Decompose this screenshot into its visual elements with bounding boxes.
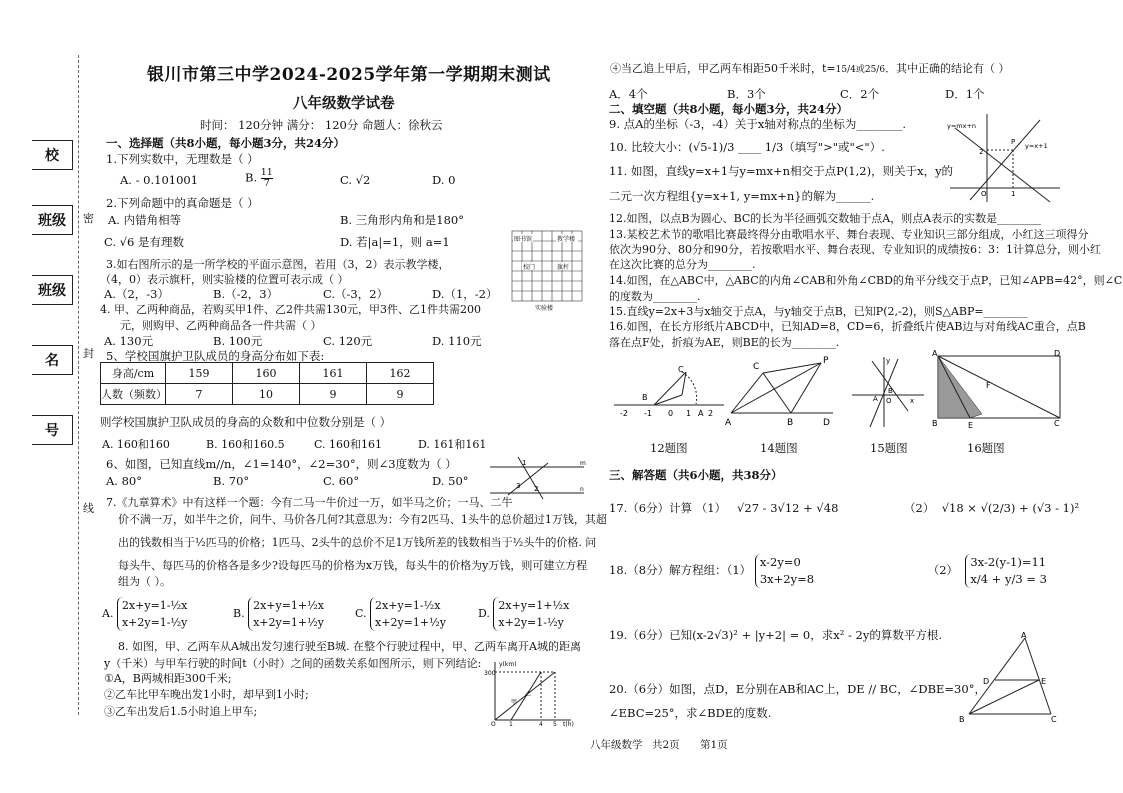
q8-statement-3: ③乙车出发后1.5小时追上甲车; — [104, 705, 258, 718]
q6-option-c: C. 60° — [323, 474, 360, 488]
q8-option-d: D．1个 — [945, 87, 985, 101]
footer-total-pages: 共2页 — [652, 739, 680, 751]
q7-line-5: 组为（ ）。 — [118, 575, 171, 588]
table-cell: 9 — [300, 384, 367, 405]
q8-line-2: y（千米）与甲车行驶的时间t（小时）之间的函数关系如图所示，则下列结论: — [104, 657, 482, 670]
table-cell: 161 — [300, 363, 367, 384]
svg-text:B: B — [642, 393, 648, 402]
svg-text:E: E — [1041, 677, 1047, 686]
binding-label-class2: 班级 — [32, 275, 73, 305]
binding-word-feng: 封 — [83, 347, 94, 360]
svg-text:O: O — [981, 190, 987, 198]
table-cell: 160 — [233, 363, 300, 384]
svg-text:D: D — [983, 677, 990, 686]
figure-20 — [955, 630, 1065, 725]
q4-option-d: D. 110元 — [432, 334, 482, 348]
q2-stem: 2.下列命题中的真命题是（ ） — [106, 196, 259, 210]
q1-option-d: D. 0 — [432, 173, 456, 187]
svg-text:y(km): y(km) — [499, 661, 517, 668]
svg-text:D: D — [823, 418, 830, 428]
svg-text:5: 5 — [553, 721, 557, 728]
q8-option-a: A．4个 — [609, 87, 648, 101]
svg-text:x: x — [910, 397, 915, 405]
binding-label-number: 号 — [32, 415, 73, 445]
q4-option-c: C. 120元 — [323, 334, 373, 348]
exam-subtitle: 八年级数学试卷 — [293, 95, 395, 112]
binding-word-xian: 线 — [83, 502, 94, 515]
q1-option-c: C. √2 — [340, 173, 371, 187]
svg-text:A: A — [1021, 631, 1027, 640]
svg-text:2: 2 — [979, 148, 984, 156]
q6-option-d: D. 50° — [432, 474, 469, 488]
q7-option-b: B. 2x+y=1+½x x+2y=1+½y — [233, 599, 325, 629]
figure-15 — [848, 355, 928, 430]
svg-text:B: B — [888, 387, 893, 395]
count-header: 人数（频数） — [101, 384, 166, 405]
q8-statement-2: ②乙车比甲车晚出发1小时，却早到1小时; — [104, 688, 309, 701]
binding-label-school: 校 — [32, 140, 73, 170]
q7-line-3: 出的钱数相当于½匹马的价格；1匹马、2头牛的总价不足1万钱所差的钱数相当于½头牛的价格. 问 — [118, 536, 597, 549]
q6-option-b: B. 70° — [213, 474, 250, 488]
q10: 10. 比较大小：(√5-1)/3 ____ 1/3（填写">"或"<"）. — [609, 140, 885, 154]
figure-14 — [725, 355, 840, 430]
q7-option-d: D. 2x+y=1+½x x+2y=1-½y — [478, 599, 570, 629]
footer-page-number: 第1页 — [700, 739, 728, 751]
q4-stem-2: 元，则购甲、乙两种商品各一件共需（ ） — [120, 319, 322, 332]
q1-option-a: A. - 0.101001 — [120, 173, 199, 187]
svg-text:y=mx+n: y=mx+n — [947, 122, 977, 130]
table-cell: 7 — [166, 384, 233, 405]
svg-text:B: B — [787, 418, 794, 428]
q5-ask: 则学校国旗护卫队成员的身高的众数和中位数分别是（ ） — [100, 415, 392, 429]
caption-fig16: 16题图 — [967, 441, 1005, 455]
svg-text:C: C — [753, 362, 760, 372]
distance-time-graph — [483, 658, 575, 728]
q5-option-a: A. 160和160 — [102, 438, 170, 451]
table-cell: 159 — [166, 363, 233, 384]
q15: 15.直线y=2x+3与x轴交于点A，与y轴交于点B，已知P(2,-2)，则S△ABP=________ — [609, 305, 1028, 318]
q2-option-a: A. 内错角相等 — [108, 213, 182, 227]
q3-option-c: C.（-3，2） — [323, 287, 389, 301]
figure-16 — [930, 348, 1065, 430]
map-label-library: 图书馆 — [514, 236, 533, 243]
map-label-lab: 实验楼 — [535, 305, 554, 312]
svg-text:A: A — [932, 349, 938, 358]
map-label-flagpole: 旗杆 — [557, 264, 570, 271]
q2-option-c: C. √6 是有理数 — [104, 235, 184, 249]
height-table — [100, 362, 434, 405]
q17: 17.（6分）计算 （1） √27 - 3√12 + √48 （2） √18 × √(2/3) + (√3 - 1)² — [609, 501, 1080, 515]
q3-option-a: A.（2，-3） — [104, 287, 169, 301]
q1-stem: 1.下列实数中，无理数是（ ） — [106, 152, 259, 166]
q19: 19.（6分）已知(x-2√3)² + |y+2| = 0，求x² - 2y的算数平方根. — [609, 628, 942, 642]
q3-option-b: B.（-2，3） — [213, 287, 279, 301]
q6-stem: 6、如图，已知直线m//n，∠1=140°，∠2=30°，则∠3度数为（ ） — [106, 457, 457, 471]
footer-subject: 八年级数学 — [590, 739, 643, 751]
q13-line-1: 13.某校艺术节的歌唱比赛最终得分由歌唱水平、舞台表现、专业知识三部分组成，小红这三项得分 — [609, 228, 1089, 241]
svg-text:n: n — [580, 486, 584, 493]
svg-text:C: C — [1051, 715, 1057, 724]
school-map-figure — [510, 227, 585, 312]
map-label-teaching: 教学楼 — [557, 236, 576, 243]
binding-label-class1: 班级 — [32, 205, 73, 235]
intersecting-lines-figure — [945, 110, 1063, 205]
q2-option-d: D. 若|a|=1，则 a=1 — [340, 235, 450, 249]
svg-text:1: 1 — [1011, 190, 1016, 198]
svg-text:F: F — [986, 381, 991, 390]
svg-text:A: A — [725, 418, 732, 428]
q8-line-1: 8. 如图，甲、乙两车从A城出发匀速行驶至B城. 在整个行驶过程中，甲、乙两车离开A城的距离 — [118, 640, 581, 653]
section2-heading: 二、填空题（共8小题，每小题3分，共24分） — [609, 102, 849, 116]
q14-line-2: 的度数为________. — [609, 290, 701, 303]
svg-text:P: P — [1011, 138, 1016, 146]
height-row — [101, 363, 434, 384]
q8-statement-1: ①A，B两城相距300千米; — [104, 672, 232, 685]
q7-line-4: 每头牛、每匹马的价格各是多少?设每匹马的价格为x万钱，每头牛的价格为y万钱，则可建立方程 — [118, 559, 588, 572]
svg-text:A: A — [873, 395, 878, 403]
svg-text:-1: -1 — [644, 409, 652, 418]
q4-option-b: B. 100元 — [213, 334, 263, 348]
svg-text:B: B — [932, 419, 938, 428]
svg-text:O: O — [886, 397, 892, 405]
q13-line-2: 依次为90分、80分和90分，若按歌唱水平、舞台表现、专业知识的成绩按6：3：1计算总分，则小红 — [609, 243, 1101, 256]
q13-line-3: 在这次比赛的总分为________. — [609, 258, 756, 271]
table-cell: 9 — [367, 384, 434, 405]
svg-text:t(h): t(h) — [563, 721, 574, 728]
exam-title: 银川市第三中学2024-2025学年第一学期期末测试 — [147, 65, 551, 85]
q8-option-b: B．3个 — [727, 87, 766, 101]
height-header: 身高/cm — [101, 363, 166, 384]
q5-option-d: D. 161和161 — [418, 438, 487, 451]
q20-line-1: 20.（6分）如图，点D，E分别在AB和AC上，DE // BC，∠DBE=30°， — [609, 682, 986, 696]
svg-text:O: O — [491, 721, 496, 728]
svg-text:-2: -2 — [620, 409, 628, 418]
svg-text:C: C — [678, 365, 684, 374]
svg-text:1: 1 — [686, 409, 692, 418]
section3-heading: 三、解答题（共6小题，共38分） — [609, 468, 783, 482]
svg-text:A: A — [698, 409, 704, 418]
q14-line-1: 14.如图，在△ABC中，△ABC的内角∠CAB和外角∠CBD的角平分线交于点P，已知∠APB=42°，则∠C — [609, 274, 1123, 287]
svg-text:0: 0 — [668, 409, 674, 418]
svg-text:4: 4 — [539, 721, 543, 728]
svg-text:乙: 乙 — [525, 691, 532, 698]
q4-stem-1: 4. 甲、乙两种商品，若购买甲1件、乙2件共需130元，甲3件、乙1件共需200 — [100, 303, 481, 316]
q11-line-1: 11. 如图，直线y=x+1与y=mx+n相交于点P(1,2)，则关于x，y的 — [609, 164, 954, 178]
q20-line-2: ∠EBC=25°，求∠BDE的度数. — [609, 706, 772, 720]
q18: 18.（8分）解方程组：（1） x-2y=0 3x+2y=8 （2） 3x-2(y-1)=11 x/4 + y/3 = 3 — [609, 555, 1047, 586]
q3-stem-2: （4，0）表示旗杆，则实验楼的位置可表示成（ ） — [100, 273, 349, 286]
count-row — [101, 384, 434, 405]
q7-line-1: 7.《九章算术》中有这样一个题：今有二马一牛价过一万，如半马之价；一马、二牛 — [106, 496, 513, 509]
svg-text:y: y — [886, 357, 891, 365]
svg-text:y=x+1: y=x+1 — [1025, 142, 1048, 150]
table-cell: 162 — [367, 363, 434, 384]
q5-option-c: C. 160和161 — [314, 438, 383, 451]
q3-option-d: D.（1，-2） — [432, 287, 498, 301]
svg-text:2: 2 — [534, 485, 539, 493]
section1-heading: 一、选择题（共8小题，每小题3分，共24分） — [106, 136, 346, 150]
table-cell: 10 — [233, 384, 300, 405]
q12: 12.如图，以点B为圆心、BC的长为半径画弧交数轴于点A，则点A表示的实数是________ — [609, 212, 1042, 225]
q8-statement-4: ④当乙追上甲后，甲乙两车相距50千米时，t=15/4或25/6．其中正确的结论有（ ） — [610, 62, 1010, 75]
q7-option-c: C. 2x+y=1-½x x+2y=1+½y — [355, 599, 446, 629]
caption-fig14: 14题图 — [760, 441, 798, 455]
q6-option-a: A. 80° — [106, 474, 142, 488]
figure-12 — [612, 360, 727, 430]
binding-word-mi: 密 — [83, 212, 94, 225]
q9: 9. 点A的坐标（-3，-4）关于x轴对称点的坐标为________. — [609, 117, 906, 131]
q8-option-c: C．2个 — [840, 87, 880, 101]
svg-text:D: D — [1054, 349, 1061, 358]
q4-option-a: A. 130元 — [104, 334, 154, 348]
map-label-gate: 校门 — [523, 264, 536, 271]
svg-text:甲: 甲 — [511, 699, 518, 706]
q1-option-b: B. $\frac{11}{7}$ — [245, 167, 273, 189]
svg-text:m: m — [580, 460, 586, 467]
q3-stem-1: 3.如右图所示的是一所学校的平面示意图，若用（3，2）表示教学楼， — [106, 258, 450, 271]
exam-meta: 时间： 120分钟 满分： 120分 命题人：徐秋云 — [200, 118, 443, 132]
q2-option-b: B. 三角形内角和是180° — [340, 213, 464, 227]
svg-text:P: P — [823, 356, 829, 366]
q7-line-2: 价不满一万，如半牛之价，问牛、马价各几何?其意思为：今有2匹马、1头牛的总价超过1万钱，其超 — [118, 513, 607, 526]
svg-text:B: B — [959, 715, 965, 724]
svg-text:1: 1 — [509, 721, 513, 728]
svg-text:3: 3 — [516, 482, 521, 490]
binding-line — [78, 55, 79, 715]
q11-line-2: 二元一次方程组{y=x+1, y=mx+n}的解为______. — [609, 189, 875, 203]
caption-fig12: 12题图 — [650, 441, 688, 455]
q16-line-1: 16.如图，在长方形纸片ABCD中，已知AD=8，CD=6，折叠纸片使AB边与对角线AC重合，点B — [609, 320, 1086, 333]
svg-text:1: 1 — [522, 459, 527, 467]
q16-line-2: 落在点F处，折痕为AE，则BE的长为________. — [609, 336, 840, 349]
svg-text:E: E — [968, 421, 974, 430]
caption-fig15: 15题图 — [870, 441, 908, 455]
q5-option-b: B. 160和160.5 — [206, 438, 285, 451]
svg-text:C: C — [1054, 419, 1060, 428]
binding-label-name: 名 — [32, 345, 73, 375]
svg-text:2: 2 — [708, 409, 714, 418]
q7-option-a: A. 2x+y=1-½x x+2y=1-½y — [102, 599, 188, 629]
svg-text:300: 300 — [484, 670, 496, 677]
q5-stem: 5、学校国旗护卫队成员的身高分布如下表: — [106, 349, 325, 363]
